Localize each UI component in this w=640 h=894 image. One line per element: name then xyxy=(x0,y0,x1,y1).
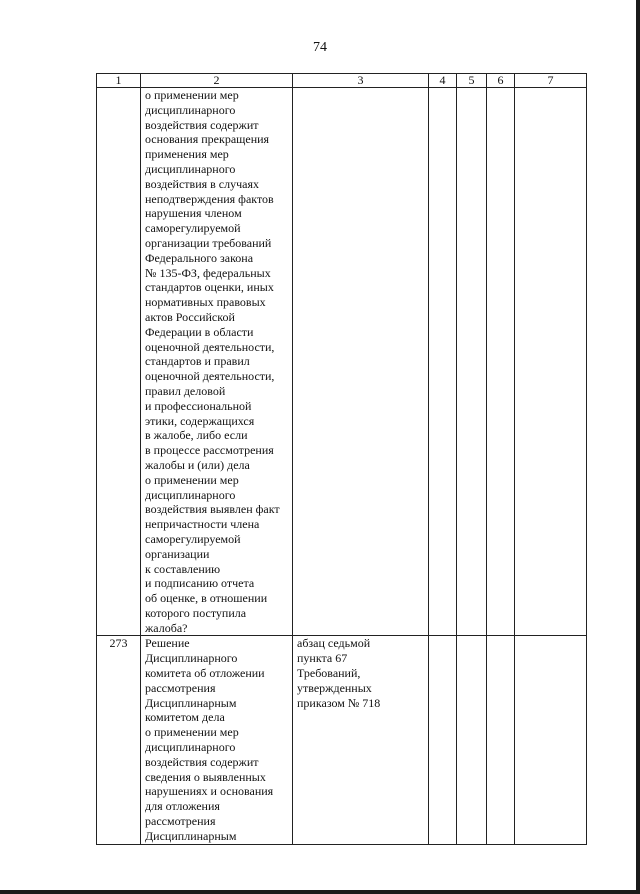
row-number xyxy=(97,88,141,636)
answer-cell-5 xyxy=(457,636,487,844)
answer-cell-4 xyxy=(429,88,457,636)
column-header-3: 3 xyxy=(293,74,429,88)
column-header-1: 1 xyxy=(97,74,141,88)
column-header-7: 7 xyxy=(515,74,587,88)
header-row xyxy=(97,74,587,88)
answer-cell-5 xyxy=(457,88,487,636)
row-number: 273 xyxy=(97,636,141,844)
table-row xyxy=(97,88,587,636)
column-header-6: 6 xyxy=(487,74,515,88)
table-row xyxy=(97,636,587,844)
reference-cell: абзац седьмой пункта 67 Требований, утвержденных приказом № 718 xyxy=(293,636,429,844)
column-header-5: 5 xyxy=(457,74,487,88)
scan-edge-bottom xyxy=(0,890,640,894)
column-header-4: 4 xyxy=(429,74,457,88)
question-cell: Решение Дисциплинарного комитета об отложении рассмотрения Дисциплинарным комитетом дела о применении мер дисциплинарного воздействия содержит сведения о выявленных нарушениях и основания для отложения рассмотрения Дисциплинарным xyxy=(141,636,293,844)
answer-cell-6 xyxy=(487,636,515,844)
note-cell-7 xyxy=(515,88,587,636)
requirements-table xyxy=(96,73,587,845)
reference-cell xyxy=(293,88,429,636)
page-number: 74 xyxy=(313,40,327,55)
question-cell: о применении мер дисциплинарного воздействия содержит основания прекращения применения мер дисциплинарного воздействия в случаях неподтверждения фактов нарушения членом саморегулируемой организации требований Федерального закона № 135-ФЗ, федеральных стандартов оценки, иных нормативных правовых актов Российской Федерации в области оценочной деятельности, стандартов и правил оценочной деятельности, правил деловой и профессиональной этики, содержащихся в жалобе, либо если в процессе рассмотрения жалобы и (или) дела о применении мер дисциплинарного воздействия выявлен факт непричастности члена саморегулируемой организации к составлению и подписанию отчета об оценке, в отношении которого поступила жалоба? xyxy=(141,88,293,636)
note-cell-7 xyxy=(515,636,587,844)
answer-cell-6 xyxy=(487,88,515,636)
answer-cell-4 xyxy=(429,636,457,844)
column-header-2: 2 xyxy=(141,74,293,88)
scan-edge-right xyxy=(636,0,640,894)
